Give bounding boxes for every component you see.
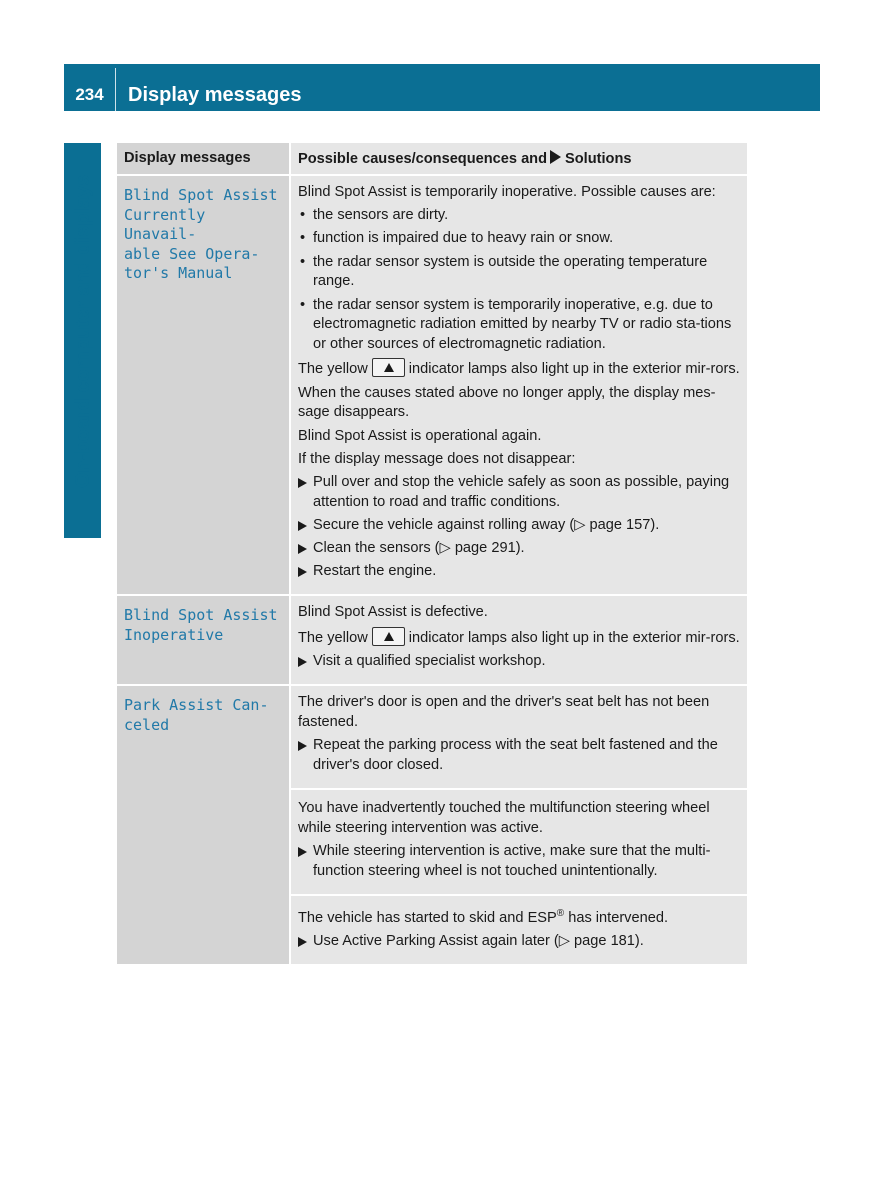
- action-arrow-icon: [298, 521, 307, 531]
- bullet-dot-icon: •: [300, 207, 306, 224]
- cause-bullet: [298, 229, 741, 249]
- col-header-causes: Possible causes/consequences and: [298, 151, 548, 167]
- action-step: [298, 516, 741, 536]
- cause-bullet: [298, 296, 741, 355]
- table-row: [117, 595, 747, 685]
- display-messages-table: [117, 143, 747, 964]
- cause-bullet: [298, 206, 741, 226]
- action-step: [298, 473, 741, 513]
- display-message-text: [117, 595, 290, 685]
- page-header: [64, 64, 820, 111]
- action-arrow-icon: [298, 741, 307, 751]
- message-line: tor's Manual: [124, 264, 233, 283]
- causes-solutions-cell: [290, 895, 747, 964]
- page-number: 234: [75, 85, 104, 104]
- causes-solutions-cell: [290, 789, 747, 895]
- display-message-text: [117, 685, 290, 964]
- col-header-causes-solutions: [290, 143, 747, 175]
- action-step: [298, 652, 741, 672]
- triangle-up-icon: [384, 632, 394, 641]
- info-paragraph: Blind Spot Assist is operational again.: [298, 427, 542, 444]
- indicator-note-before: The yellow: [298, 629, 368, 646]
- action-arrow-icon: [298, 567, 307, 577]
- indicator-note-before: The yellow: [298, 361, 368, 378]
- action-step-text: Secure the vehicle against rolling away (▷ page 157).: [313, 516, 660, 533]
- action-step: [298, 842, 741, 882]
- table-header-row: [117, 143, 747, 175]
- bullet-dot-icon: •: [300, 253, 306, 270]
- action-step-text: Pull over and stop the vehicle safely as soon as possible, paying attention to road and traffic conditions.: [313, 473, 730, 510]
- action-step: [298, 539, 741, 559]
- action-step-text: Visit a qualified specialist workshop.: [313, 652, 546, 669]
- action-arrow-icon: [298, 937, 307, 947]
- action-step-text: Repeat the parking process with the seat belt fastened and the driver's door closed.: [313, 736, 718, 773]
- blind-spot-lamp-icon: [372, 627, 405, 646]
- indicator-note-after: indicator lamps also light up in the exterior mir-rors.: [408, 361, 740, 378]
- display-message-text: [117, 175, 290, 595]
- action-step: [298, 562, 741, 582]
- cause-text-before: The vehicle has started to skid and ESP: [298, 909, 557, 926]
- table-row: [117, 175, 747, 595]
- chapter-title: On-board computer and displays: [72, 174, 94, 488]
- causes-solutions-cell: [290, 595, 747, 685]
- cause-bullet-text: the sensors are dirty.: [313, 207, 449, 224]
- action-step: [298, 736, 741, 776]
- cause-bullet-text: the radar sensor system is temporarily inoperative, e.g. due to electromagnetic radiation emitted by nearby TV or radio sta-tions or other sources of electromagnetic radiation.: [313, 296, 732, 353]
- action-step-text: While steering intervention is active, make sure that the multi-function steering wheel is not touched unintentionally.: [313, 842, 711, 879]
- message-line: able See Opera-: [124, 244, 260, 263]
- causes-solutions-cell: [290, 685, 747, 789]
- cause-text: [298, 904, 741, 929]
- message-line: Inoperative: [124, 626, 224, 645]
- info-paragraph: When the causes stated above no longer apply, the display mes-sage disappears.: [298, 384, 716, 421]
- cause-bullet: [298, 253, 741, 293]
- action-arrow-icon: [298, 544, 307, 554]
- message-line: Currently Unavail-: [124, 205, 206, 244]
- causes-solutions-cell: [290, 175, 747, 595]
- action-arrow-icon: [298, 657, 307, 667]
- bullet-dot-icon: •: [300, 296, 306, 313]
- action-step-text: Use Active Parking Assist again later (▷ page 181).: [313, 932, 644, 949]
- cause-text: You have inadvertently touched the multifunction steering wheel while steering intervention was active.: [298, 799, 710, 836]
- info-paragraph: If the display message does not disappear:: [298, 450, 576, 467]
- cause-intro: Blind Spot Assist is defective.: [298, 604, 488, 621]
- cause-text-after: has intervened.: [564, 909, 669, 926]
- action-step: [298, 932, 741, 952]
- page-title: Display messages: [128, 84, 302, 106]
- action-arrow-icon: [298, 847, 307, 857]
- header-divider: [115, 68, 116, 111]
- col-header-solutions: Solutions: [565, 151, 632, 167]
- action-step-text: Clean the sensors (▷ page 291).: [313, 540, 525, 557]
- indicator-note-after: indicator lamps also light up in the exterior mir-rors.: [408, 629, 740, 646]
- action-arrow-icon: [298, 478, 307, 488]
- indicator-note: [298, 358, 741, 380]
- message-line: Blind Spot Assist: [124, 606, 278, 625]
- action-step-text: Restart the engine.: [313, 563, 437, 580]
- blind-spot-lamp-icon: [372, 358, 405, 377]
- cause-intro: Blind Spot Assist is temporarily inoperative. Possible causes are:: [298, 184, 716, 200]
- message-line: celed: [124, 715, 170, 734]
- table-row: [117, 685, 747, 789]
- registered-mark: ®: [556, 907, 565, 919]
- message-line: Park Assist Can-: [124, 695, 269, 714]
- indicator-note: [298, 627, 741, 649]
- triangle-up-icon: [384, 363, 394, 372]
- cause-text: The driver's door is open and the driver's seat belt has not been fastened.: [298, 693, 710, 730]
- bullet-dot-icon: •: [300, 230, 306, 247]
- col-header-display-messages: Display messages: [117, 143, 290, 175]
- solutions-arrow-icon: [550, 150, 561, 164]
- message-line: Blind Spot Assist: [124, 186, 278, 204]
- cause-bullet-text: function is impaired due to heavy rain or snow.: [313, 230, 614, 247]
- cause-bullet-text: the radar sensor system is outside the operating temperature range.: [313, 253, 708, 290]
